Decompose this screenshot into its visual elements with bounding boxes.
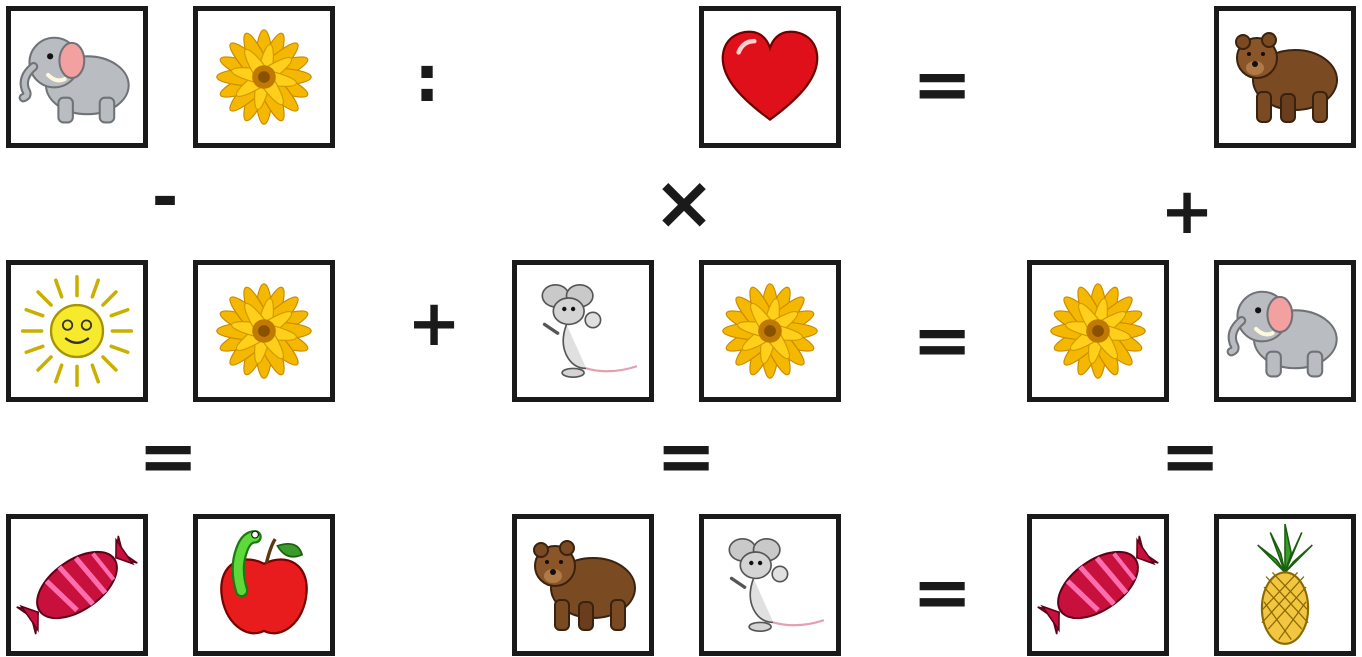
tile-r2-elephant — [1214, 260, 1356, 402]
tile-r3-apple — [193, 514, 335, 656]
flower-icon — [711, 272, 829, 390]
operator-equals-r3: = — [912, 550, 973, 634]
elephant-icon — [15, 25, 139, 129]
flower-icon — [205, 272, 323, 390]
operator-equals-r1: = — [912, 42, 973, 126]
tile-r3-mouse — [699, 514, 841, 656]
tile-r2-flower-2 — [699, 260, 841, 402]
tile-r1-flower — [193, 6, 335, 148]
heart-icon — [714, 21, 826, 133]
tile-r2-sun — [6, 260, 148, 402]
tile-r1-elephant — [6, 6, 148, 148]
flower-icon — [205, 18, 323, 136]
bear-icon — [1225, 22, 1345, 132]
tile-r2-flower-3 — [1027, 260, 1169, 402]
tile-r3-bear — [512, 514, 654, 656]
operator-equals-r2: = — [912, 298, 973, 382]
sun-icon — [18, 272, 136, 390]
tile-r3-candy-2 — [1027, 514, 1169, 656]
candy-icon — [15, 531, 139, 639]
mouse-icon — [521, 276, 645, 386]
operator-minus-col1: - — [151, 161, 179, 235]
elephant-icon — [1223, 279, 1347, 383]
tile-r3-candy — [6, 514, 148, 656]
operator-multiply-col2: × — [652, 160, 715, 246]
tile-r1-bear — [1214, 6, 1356, 148]
operator-equals-col3: = — [1160, 414, 1221, 498]
pineapple-icon — [1243, 522, 1327, 648]
operator-plus-col3: + — [1160, 175, 1214, 249]
operator-equals-col2: = — [656, 414, 717, 498]
tile-r3-pineapple — [1214, 514, 1356, 656]
operator-divide: : — [414, 43, 440, 117]
tile-r1-heart — [699, 6, 841, 148]
tile-r2-flower — [193, 260, 335, 402]
candy-icon — [1036, 531, 1160, 639]
apple-icon — [208, 523, 320, 647]
operator-equals-col1: = — [138, 414, 199, 498]
operator-plus-r2: + — [407, 287, 461, 361]
flower-icon — [1039, 272, 1157, 390]
tile-r2-mouse — [512, 260, 654, 402]
bear-icon — [523, 530, 643, 640]
mouse-icon — [708, 530, 832, 640]
